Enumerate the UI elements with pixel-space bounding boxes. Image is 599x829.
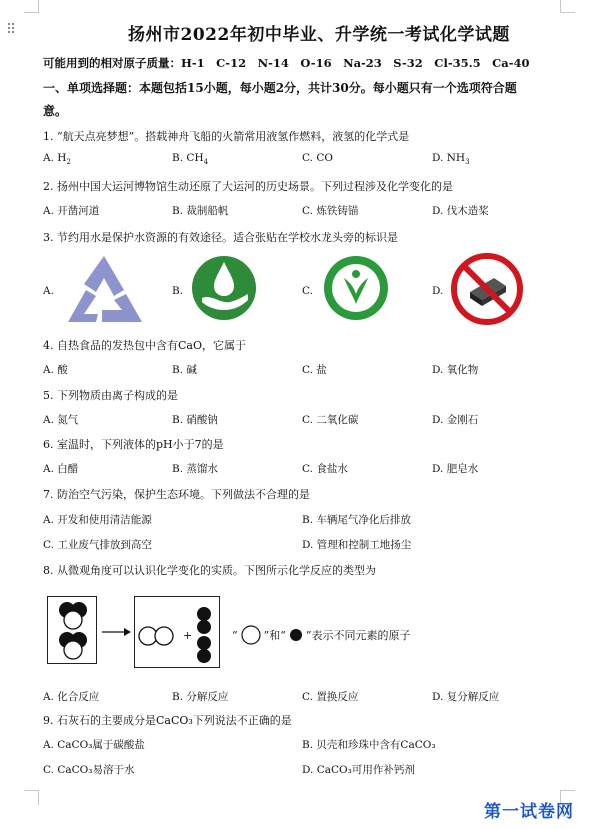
q5-option-b[interactable]: B. 硝酸钠 — [172, 414, 218, 426]
question-1-stem: 1. “航天点亮梦想”。搭载神舟飞船的火箭常用液氢作燃料，液氢的化学式是 — [43, 130, 410, 143]
q4-option-c[interactable]: C. 盐 — [302, 364, 327, 376]
q8-option-a[interactable]: A. 化合反应 — [43, 691, 100, 703]
question-6-stem: 6. 室温时，下列液体的pH小于7的是 — [43, 438, 224, 451]
atomic-masses: 可能用到的相对原子质量：H-1 C-12 N-14 O-16 Na-23 S-32 Cl-35.5 Ca-40 — [43, 56, 530, 70]
q8-option-c[interactable]: C. 置换反应 — [302, 691, 359, 703]
crop-mark-top-right — [560, 0, 575, 13]
q6-option-b[interactable]: B. 蒸馏水 — [172, 463, 218, 475]
q6-option-a[interactable]: A. 白醋 — [43, 463, 79, 475]
atom-legend: “ ”和“ ”表示不同元素的原子 — [232, 624, 411, 646]
green-food-icon[interactable] — [322, 254, 390, 322]
q7-option-c[interactable]: C. 工业废气排放到高空 — [43, 539, 152, 551]
white-atom-icon — [240, 624, 262, 646]
water-saving-icon[interactable] — [190, 254, 258, 322]
section-heading-line1: 一、单项选择题：本题包括15小题，每小题2分，共计30分。每小题只有一个选项符合题 — [43, 81, 517, 95]
q3-option-a-label[interactable]: A. — [43, 285, 54, 297]
question-4-stem: 4. 自热食品的发热包中含有CaO，它属于 — [43, 339, 246, 352]
q9-option-c[interactable]: C. CaCO₃易溶于水 — [43, 764, 135, 776]
crop-mark-top-left — [24, 0, 39, 13]
q5-option-a[interactable]: A. 氮气 — [43, 414, 79, 426]
q8-option-d[interactable]: D. 复分解反应 — [432, 691, 500, 703]
q2-option-d[interactable]: D. 伐木造桨 — [432, 205, 489, 217]
q7-option-a[interactable]: A. 开发和使用清洁能源 — [43, 514, 152, 526]
q1-option-b[interactable]: B. $CH_4$ — [172, 152, 209, 167]
q4-option-b[interactable]: B. 碱 — [172, 364, 197, 376]
watermark-logo[interactable]: 第一试卷网 — [484, 802, 574, 822]
plus-sign: + — [183, 629, 193, 642]
reaction-arrow-icon — [100, 626, 132, 638]
question-3-stem: 3. 节约用水是保护水资源的有效途径。适合张贴在学校水龙头旁的标识是 — [43, 231, 398, 244]
question-5-stem: 5. 下列物质由离子构成的是 — [43, 389, 178, 402]
q5-option-c[interactable]: C. 二氧化碳 — [302, 414, 359, 426]
q1-option-d[interactable]: D. $NH_3$ — [432, 152, 470, 167]
q4-option-d[interactable]: D. 氧化物 — [432, 364, 479, 376]
q1-option-a[interactable]: A. $H_2$ — [43, 152, 71, 167]
question-2-stem: 2. 扬州中国大运河博物馆生动还原了大运河的历史场景。下列过程涉及化学变化的是 — [43, 180, 453, 193]
question-9-stem: 9. 石灰石的主要成分是CaCO₃下列说法不正确的是 — [43, 714, 292, 727]
q2-option-a[interactable]: A. 开凿河道 — [43, 205, 100, 217]
crop-mark-bottom-left — [24, 790, 39, 805]
recycle-icon[interactable] — [62, 252, 146, 328]
q9-option-b[interactable]: B. 贝壳和珍珠中含有CaCO₃ — [302, 739, 436, 751]
q3-option-d-label[interactable]: D. — [432, 285, 444, 297]
q2-option-b[interactable]: B. 裁制船帆 — [172, 205, 229, 217]
q4-option-a[interactable]: A. 酸 — [43, 364, 68, 376]
q8-option-b[interactable]: B. 分解反应 — [172, 691, 229, 703]
black-atom-icon — [289, 628, 303, 642]
q7-option-b[interactable]: B. 车辆尾气净化后排放 — [302, 514, 411, 526]
question-8-stem: 8. 从微观角度可以认识化学变化的实质。下图所示化学反应的类型为 — [43, 564, 376, 577]
q1-option-c[interactable]: C. CO — [302, 152, 333, 164]
reactant-molecules — [47, 596, 97, 664]
product-molecules — [134, 596, 220, 668]
q6-option-c[interactable]: C. 食盐水 — [302, 463, 348, 475]
drag-handle-icon[interactable]: ⠿ — [6, 22, 17, 38]
q9-option-d[interactable]: D. CaCO₃可用作补钙剂 — [302, 764, 415, 776]
page-title: 扬州市2022年初中毕业、升学统一考试化学试题 — [128, 25, 510, 45]
q2-option-c[interactable]: C. 炼铁铸锚 — [302, 205, 359, 217]
section-heading-line2: 意。 — [43, 104, 68, 118]
q9-option-a[interactable]: A. CaCO₃属于碳酸盐 — [43, 739, 145, 751]
q5-option-d[interactable]: D. 金刚石 — [432, 414, 479, 426]
q3-option-b-label[interactable]: B. — [172, 285, 184, 297]
q6-option-d[interactable]: D. 肥皂水 — [432, 463, 479, 475]
q7-option-d[interactable]: D. 管理和控制工地扬尘 — [302, 539, 412, 551]
question-7-stem: 7. 防治空气污染，保护生态环境。下列做法不合理的是 — [43, 488, 310, 501]
q3-option-c-label[interactable]: C. — [302, 285, 313, 297]
no-fire-icon[interactable] — [450, 252, 524, 326]
